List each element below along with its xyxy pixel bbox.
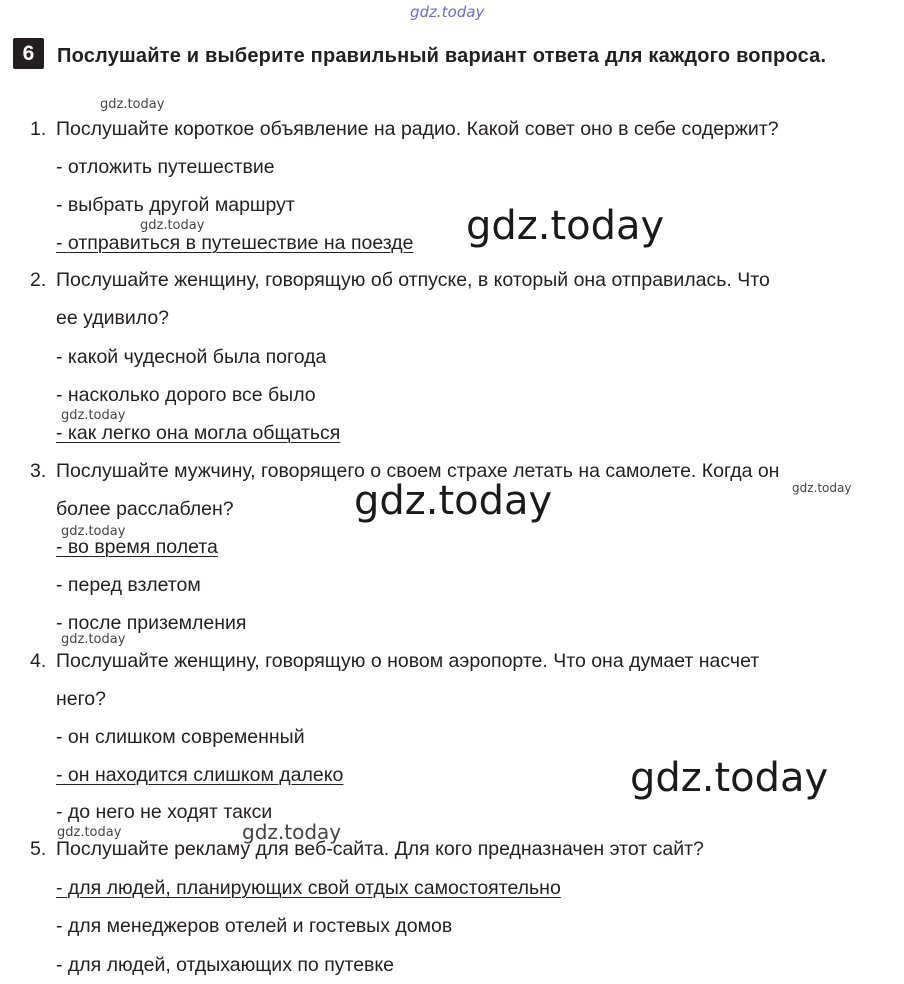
option-correct: - для людей, планирующих свой отдых самостоятельно: [56, 877, 561, 899]
watermark: gdz.today: [100, 97, 165, 112]
question-text-continued: более расслаблен?: [56, 498, 234, 520]
option: - выбрать другой маршрут: [56, 194, 295, 216]
option-correct: - отправиться в путешествие на поезде: [56, 232, 414, 254]
option: - до него не ходят такси: [56, 801, 273, 823]
option: - отложить путешествие: [56, 156, 275, 178]
watermark: gdz.today: [242, 820, 342, 844]
watermark: gdz.today: [466, 203, 665, 249]
option: - для менеджеров отелей и гостевых домов: [56, 915, 453, 937]
question-1: [30, 110, 888, 148]
option-correct: - во время полета: [56, 536, 218, 558]
question-text: Послушайте рекламу для веб-сайта. Для кого предназначен этот сайт?: [56, 838, 704, 860]
question-number: 3.: [30, 460, 47, 482]
watermark: gdz.today: [354, 478, 553, 524]
option-correct: - он находится слишком далеко: [56, 764, 344, 786]
task-number-badge: 6: [13, 38, 44, 69]
watermark: gdz.today: [61, 632, 126, 647]
watermark: gdz.today: [57, 825, 122, 840]
watermark: gdz.today: [630, 755, 829, 801]
question-5: [30, 830, 888, 868]
option: - какой чудесной была погода: [56, 346, 327, 368]
option-correct: - как легко она могла общаться: [56, 422, 341, 444]
option: - он слишком современный: [56, 726, 305, 748]
task-title: Послушайте и выберите правильный вариант ответа для каждого вопроса.: [57, 45, 827, 67]
option: - насколько дорого все было: [56, 384, 316, 406]
question-text-continued: него?: [56, 688, 106, 710]
option: - после приземления: [56, 612, 247, 634]
watermark: gdz.today: [792, 481, 852, 495]
watermark: gdz.today: [61, 408, 126, 423]
question-3: [30, 452, 888, 528]
watermark: gdz.today: [61, 524, 126, 539]
question-text: Послушайте короткое объявление на радио. Какой совет оно в себе содержит?: [56, 118, 779, 140]
option: - перед взлетом: [56, 574, 201, 596]
watermark: gdz.today: [140, 218, 205, 233]
question-text: Послушайте мужчину, говорящего о своем страхе летать на самолете. Когда он: [56, 460, 780, 482]
question-number: 5.: [30, 838, 47, 860]
question-number: 4.: [30, 650, 47, 672]
question-text: Послушайте женщину, говорящую об отпуске, в который она отправилась. Что: [56, 269, 770, 291]
question-2: [30, 261, 888, 337]
watermark: gdz.today: [410, 3, 485, 21]
question-text: Послушайте женщину, говорящую о новом аэропорте. Что она думает насчет: [56, 650, 760, 672]
question-4: [30, 642, 888, 718]
question-number: 1.: [30, 118, 47, 140]
question-number: 2.: [30, 269, 47, 291]
question-text-continued: ее удивило?: [56, 307, 170, 329]
option: - для людей, отдыхающих по путевке: [56, 954, 395, 976]
